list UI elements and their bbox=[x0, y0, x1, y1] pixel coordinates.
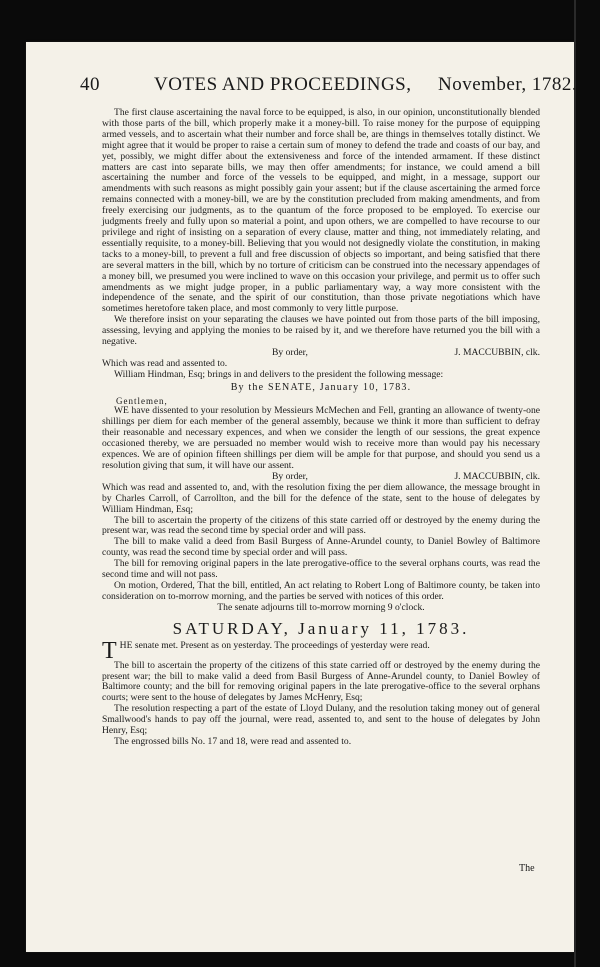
paragraph: The engrossed bills No. 17 and 18, were read and assented to. bbox=[114, 735, 352, 747]
paragraph: We therefore insist on your separating the clauses we have pointed out from those parts of the bill imposing, assessing, levying and applying the monies to be raised by it, and we therefore have returned you the bill with a negative. bbox=[102, 314, 540, 348]
adjourn-line: The senate adjourns till to-morrow morning 9 o'clock. bbox=[217, 601, 425, 613]
paragraph: The resolution respecting a part of the estate of Lloyd Dulany, and the resolution taking money out of general Smallwood's hands to pay off the journal, were read, assented to, and sent to the house of delegates by John Henry, Esq; bbox=[102, 703, 540, 737]
signature-by-order: By order, bbox=[272, 346, 308, 358]
paragraph: On motion, Ordered, That the bill, entitled, An act relating to Robert Long of Baltimore county, be taken into consideration on to-morrow morning, and the parties be served with notices of this order. bbox=[102, 579, 540, 602]
page-number: 40 bbox=[80, 74, 100, 95]
paragraph: The first clause ascertaining the naval force to be equipped, is also, in our opinion, unconstitutionally blended with those parts of the bill, which properly make it a money-bill. To raise money for the purpose of equipping armed vessels, and to ascertain what their number and force shall be, are things in themselves totally distinct. We might agree that it would be proper to raise a certain sum of money to defend the trade and coasts of our bay, and yet, possibly, we might differ about the extensiveness and force of the intended armament. If these distinct matters are cast into separate bills, we may then offer amendments; for instance, we could amend a bill ascertaining the number and force of the vessels to be equipped, and might, in a message, support our amendments with such reasons as might possibly gain your assent; but if the clause ascertaining the armed force remains connected with a money-bill, we are by the constitution precluded from making amendments, and from freely exercising our judgments, as to the quantum of the force proposed to be employed. To exercise our judgments freely and fully upon so material a point, and upon others, we are compelled to have recourse to our privilege and right of insisting on a separation of every clause, matter and thing, not immediately relating, and essentially requisite, to a money-bill. Believing that you would not designedly violate the constitution, in making tacks to a money-bill, to prevent a full and free discussion of objects so important, and being satisfied that there are several matters in the bill, which by no torture of criticism can be construed into the necessary appendages of a money bill, we presumed you were inclined to wave on this occasion your privilege, and permit us to offer such amendments as we might judge proper, in a public parliamentary way, a way more consistent with the independence of the senate, and the spirit of our constitution, than those private negotiations which have sometimes heretofore taken place, and most commonly to very little purpose. bbox=[102, 107, 540, 315]
paragraph-text: HE senate met. Present as on yesterday. The proceedings of yesterday were read. bbox=[119, 639, 430, 651]
scan-edge bbox=[574, 0, 600, 967]
page-header bbox=[50, 30, 578, 95]
salutation: Gentlemen, bbox=[116, 395, 168, 406]
senate-heading: By the SENATE, January 10, 1783. bbox=[230, 381, 412, 393]
paragraph: Which was read and assented to. bbox=[102, 357, 228, 369]
document-body bbox=[102, 108, 540, 748]
saturday-heading: SATURDAY, January 11, 1783. bbox=[172, 618, 470, 638]
page-date: November, 1782. bbox=[438, 74, 578, 95]
page-title: VOTES AND PROCEEDINGS, bbox=[154, 74, 412, 95]
catchword: The bbox=[519, 863, 535, 874]
paragraph: William Hindman, Esq; brings in and delivers to the president the following message: bbox=[114, 368, 444, 380]
paragraph bbox=[102, 637, 540, 664]
paragraph: The bill to ascertain the property of the citizens of this state carried off or destroyed by the enemy during the present war; the bill to make valid a deed from Basil Burgess of Anne-Arundel county, to Daniel Bowley of Baltimore county; and the bill for removing original papers in the late prerogative-office to the several orphans courts; were sent to the house of delegates by James McHenry, Esq; bbox=[102, 659, 540, 704]
signature-clerk: J. MACCUBBIN, clk. bbox=[454, 346, 540, 358]
signature-by-order: By order, bbox=[272, 470, 308, 482]
paragraph: The bill to make valid a deed from Basil Burgess of Anne-Arundel county, to Daniel Bowley of Baltimore county, was read the second time by special order and will pass. bbox=[102, 536, 540, 559]
paragraph: Which was read and assented to, and, with the resolution fixing the per diem allowance, the message brought in by Charles Carroll, of Carrollton, and the bill for the defence of the state, sent to the house of delegates by William Hindman, Esq; bbox=[102, 481, 540, 515]
signature-clerk: J. MACCUBBIN, clk. bbox=[454, 470, 540, 482]
paragraph: The bill to ascertain the property of the citizens of this state carried off or destroyed by the enemy during the present war, was read the second time by special order and will pass. bbox=[102, 514, 540, 537]
paragraph: WE have dissented to your resolution by Messieurs McMechen and Fell, granting an allowance of twenty-one shillings per diem for each member of the general assembly, because we think it more than sufficient to defray their reasonable and necessary expences, and when we consider the length of our sessions, the great expence occasioned thereby, we are persuaded no member would wish to receive more than would pay his necessary expences. We are of opinion fifteen shillings per diem will be ample for that purpose, and should you send us a resolution giving that sum, it will have our assent. bbox=[102, 405, 540, 471]
paragraph: The bill for removing original papers in the late prerogative-office to the several orphans courts, was read the second time and will not pass. bbox=[102, 558, 540, 581]
drop-cap: T bbox=[102, 637, 117, 664]
